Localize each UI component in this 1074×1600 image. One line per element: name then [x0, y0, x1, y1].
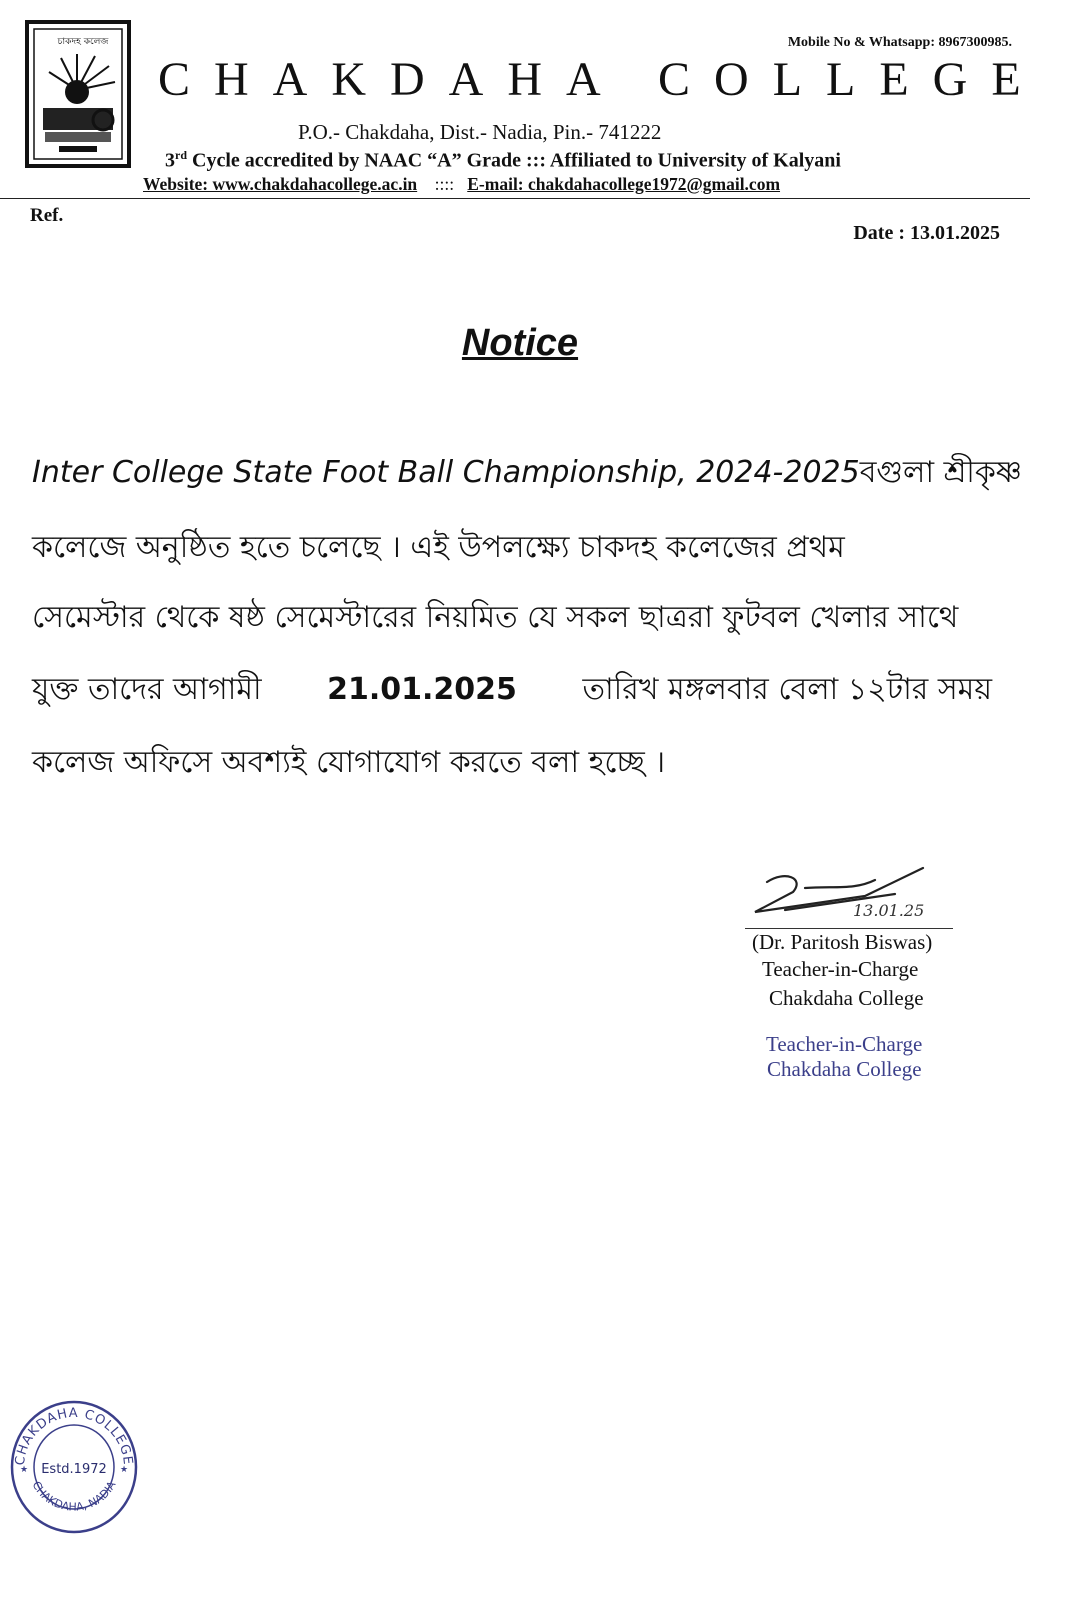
college-logo: [25, 20, 131, 168]
reference-label: Ref.: [30, 205, 64, 226]
notice-line-1: Inter College State Foot Ball Championship, 2024-2025 বগুলা শ্রীকৃষ্ণ: [32, 455, 1022, 490]
signature-line: [745, 928, 953, 929]
notice-line-2: কলেজে অনুষ্ঠিত হতে চলেছে । এই উপলক্ষ্যে চাকদহ কলেজের প্রথম: [32, 530, 845, 565]
contact-line: Website: www.chakdahacollege.ac.in :::: E-mail: chakdahacollege1972@gmail.com: [143, 174, 781, 194]
stamp-college: Chakdaha College: [767, 1057, 922, 1081]
signature: [745, 860, 975, 930]
notice-title: Notice: [461, 322, 579, 364]
website-link[interactable]: Website: www.chakdahacollege.ac.in: [143, 174, 418, 194]
email-link[interactable]: E-mail: chakdahacollege1972@gmail.com: [467, 174, 781, 194]
notice-line-4: যুক্ত তাদের আগামী 21.01.2025 তারিখ মঙ্গলবার বেলা ১২টার সময়: [32, 672, 992, 707]
signatory-title: Teacher-in-Charge: [762, 957, 919, 981]
signatory-name: (Dr. Paritosh Biswas): [752, 930, 933, 954]
svg-text:★: ★: [120, 1464, 129, 1474]
college-seal: [8, 1398, 140, 1536]
svg-text:CHAKDAHA COLLEGE: CHAKDAHA COLLEGE: [12, 1405, 136, 1467]
college-name: CHAKDAHA COLLEGE: [158, 53, 1045, 106]
notice-line-3: সেমেস্টার থেকে ষষ্ঠ সেমেস্টারের নিয়মিত যে সকল ছাত্ররা ফুটবল খেলার সাথে: [32, 600, 959, 635]
stamp-title: Teacher-in-Charge: [766, 1032, 923, 1056]
notice-line-5: কলেজ অফিসে অবশ্যই যোগাযোগ করতে বলা হচ্ছে ।: [32, 745, 666, 780]
svg-text:চাকদহ কলেজ: চাকদহ কলেজ: [57, 37, 109, 47]
signatory-college: Chakdaha College: [769, 986, 924, 1010]
svg-text:CHAKDAHA, NADIA: CHAKDAHA, NADIA: [29, 1479, 119, 1514]
mobile-number: Mobile No & Whatsapp: 8967300985.: [787, 35, 1012, 50]
college-address: P.O.- Chakdaha, Dist.- Nadia, Pin.- 741222: [298, 120, 662, 144]
notice-date: Date : 13.01.2025: [853, 222, 1000, 244]
svg-text:★: ★: [20, 1464, 29, 1474]
accreditation-line: 3rd Cycle accredited by NAAC “A” Grade ::: Affiliated to University of Kalyani: [165, 148, 841, 172]
event-date: 21.01.2025: [327, 672, 517, 707]
svg-text:Estd.1972: Estd.1972: [41, 1462, 107, 1477]
svg-text:13.01.25: 13.01.25: [853, 901, 925, 920]
header-divider: [0, 198, 1030, 199]
